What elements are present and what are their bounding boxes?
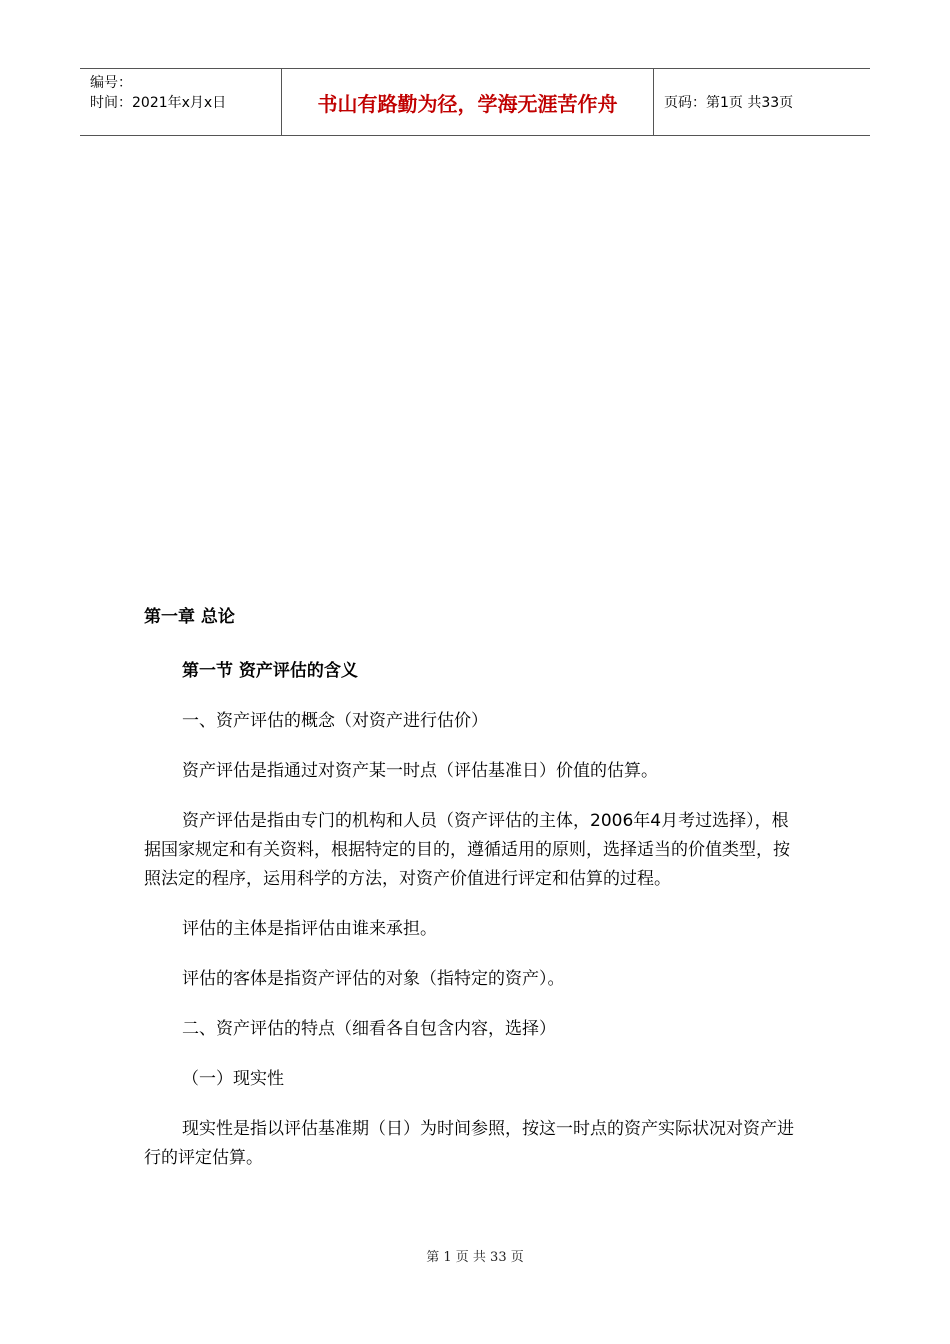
paragraph: （一）现实性 [182,1069,284,1089]
paragraph: 评估的主体是指评估由谁来承担。 [182,919,437,939]
paragraph: 一、资产评估的概念（对资产进行估价） [182,711,488,731]
header-motto: 书山有路勤为径，学海无涯苦作舟 [281,69,654,135]
paragraph: 评估的客体是指资产评估的对象（指特定的资产）。 [182,969,565,989]
section-title: 第一节 资产评估的含义 [182,661,358,681]
paragraph: 资产评估是指通过对资产某一时点（评估基准日）价值的估算。 [182,761,658,781]
chapter-title: 第一章 总论 [144,607,235,627]
time-label: 时间：2021年x月x日 [90,95,227,111]
serial-label: 编号： [90,75,132,91]
paragraph: 现实性是指以评估基准期（日）为时间参照，按这一时点的资产实际状况对资产进行的评定估算。 [144,1119,794,1168]
header-page-info: 页码：第1页 共33页 [664,95,794,111]
paragraph: 资产评估是指由专门的机构和人员（资产评估的主体，2006年4月考过选择），根据国家规定和有关资料，根据特定的目的，遵循适用的原则，选择适当的价值类型，按照法定的程序，运用科学的方法，对资产价值进行评定和估算的过程。 [144,811,790,889]
paragraph: 二、资产评估的特点（细看各自包含内容，选择） [182,1019,556,1039]
page-footer: 第 1 页 共 33 页 [426,1250,524,1265]
header-meta [80,69,281,135]
page-header [80,68,870,136]
document-body [144,603,804,1194]
